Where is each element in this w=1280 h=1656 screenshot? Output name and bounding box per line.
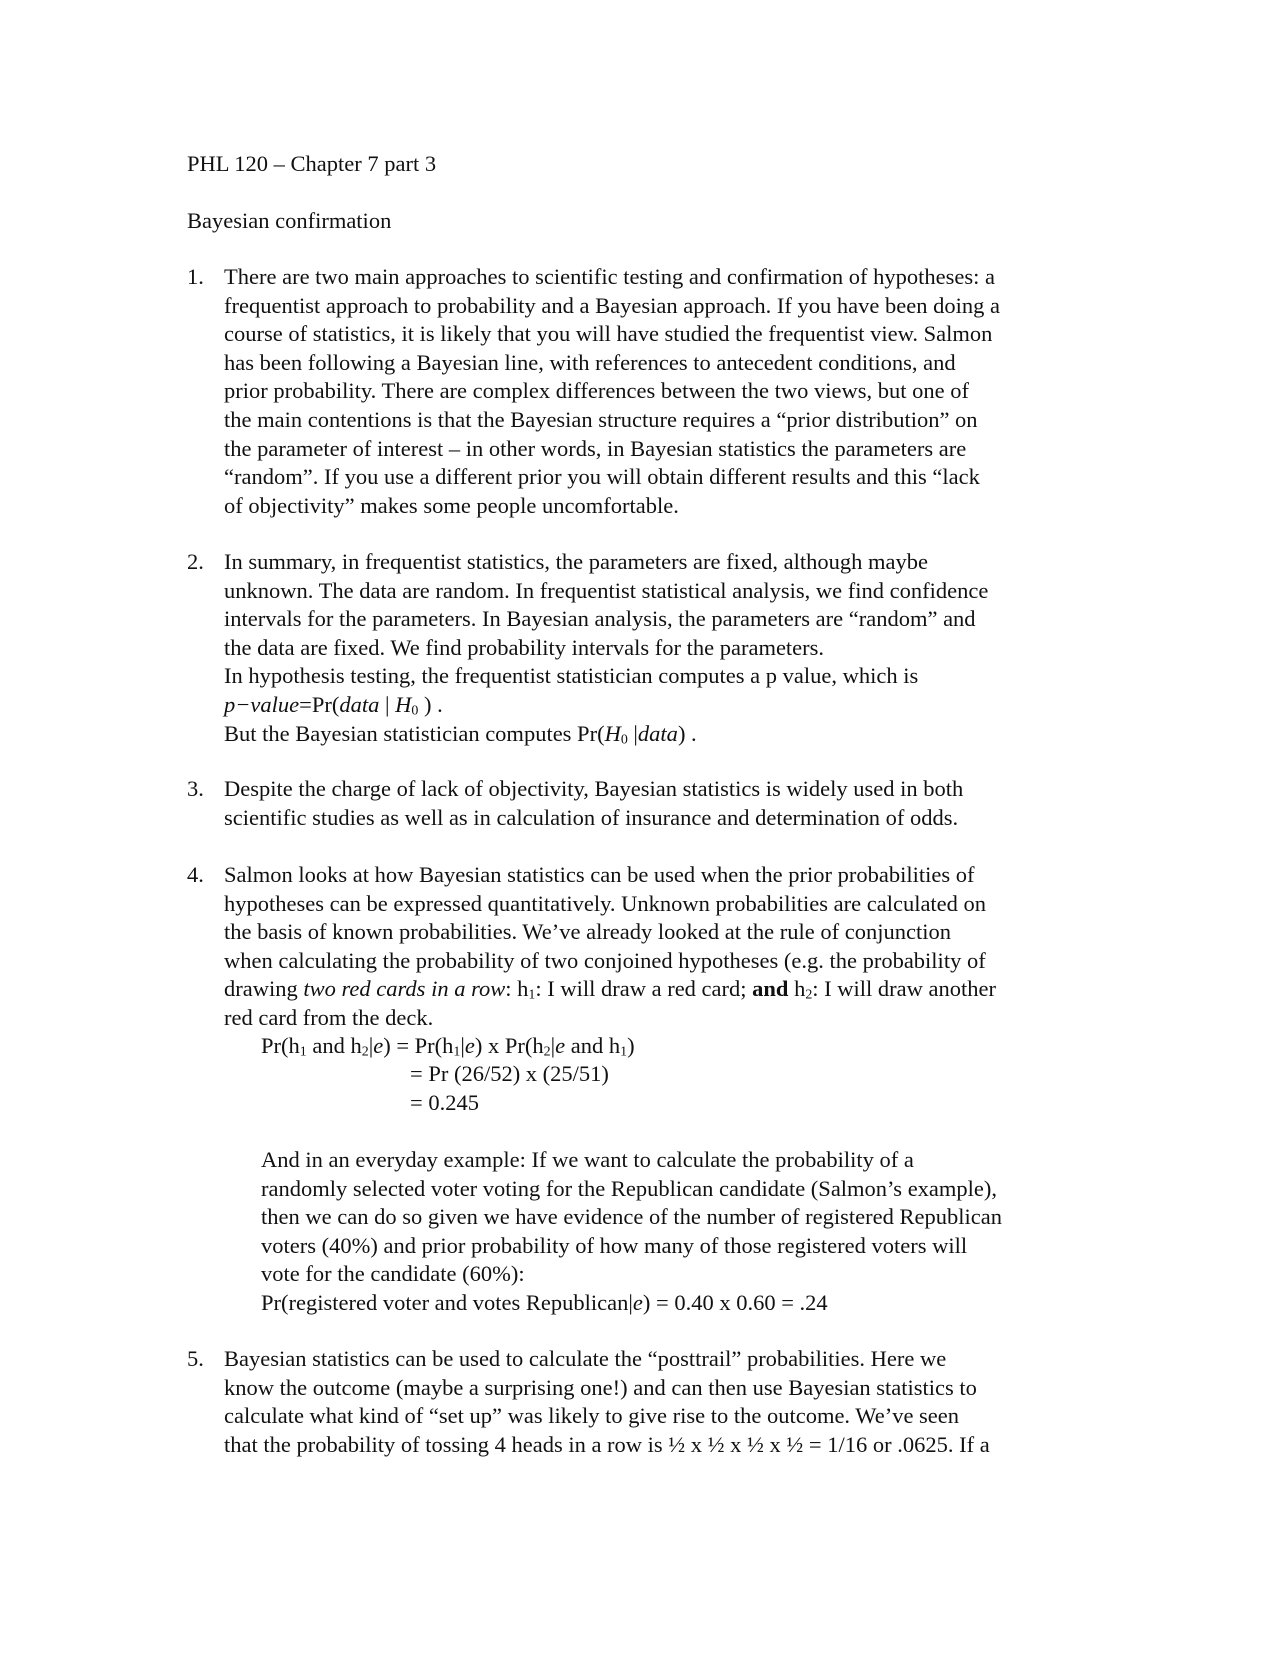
text-run: h — [788, 976, 806, 1002]
formula-part: ) = 0.40 x 0.60 = .24 — [642, 1289, 828, 1315]
example-paragraph — [261, 1146, 1002, 1318]
paragraph-line: of objectivity” makes some people uncomfortable. — [224, 492, 679, 518]
formula-subscript: 1 — [453, 1044, 461, 1060]
formula-subscript: 2 — [543, 1044, 551, 1060]
paragraph-line: the main contentions is that the Bayesian structure requires a “prior distribution” on — [224, 406, 978, 432]
formula-part: e — [555, 1033, 566, 1058]
formula-subscript: 1 — [528, 987, 536, 1003]
list-number: 5. — [187, 1346, 204, 1371]
paragraph-line: has been following a Bayesian line, with references to antecedent conditions, and — [224, 349, 956, 375]
formula-part: e — [464, 1033, 475, 1058]
paragraph-line: scientific studies as well as in calculation of insurance and determination of odds. — [224, 804, 959, 830]
formula-subscript: 2 — [361, 1044, 369, 1060]
list-item-4 — [224, 861, 996, 1033]
paragraph-line: course of statistics, it is likely that you will have studied the frequentist view. Salmon — [224, 321, 993, 347]
conjunction-formula — [261, 1032, 635, 1061]
formula-part: ) . — [677, 720, 697, 746]
paragraph-line: In summary, in frequentist statistics, the parameters are fixed, although maybe — [224, 549, 928, 574]
list-number: 2. — [187, 549, 204, 574]
example-formula — [261, 1289, 1002, 1318]
formula-part: ) = Pr(h — [383, 1033, 454, 1058]
paragraph-line: red card from the deck. — [224, 1004, 434, 1030]
formula-subscript: 1 — [299, 1044, 307, 1060]
text-run: and — [752, 976, 789, 1002]
formula-part: H — [395, 691, 412, 717]
formula-part: =Pr( — [299, 691, 340, 717]
paragraph-line: There are two main approaches to scientific testing and confirmation of hypotheses: a — [224, 264, 995, 289]
formula-subscript: 2 — [805, 987, 813, 1003]
section-heading: Bayesian confirmation — [187, 208, 392, 233]
text-run: : I will draw a red card; — [535, 976, 753, 1002]
formula-part: | — [550, 1033, 556, 1058]
paragraph-line: the data are fixed. We find probability intervals for the parameters. — [224, 634, 825, 660]
paragraph-line: then we can do so given we have evidence of the number of registered Republican — [261, 1204, 1002, 1230]
formula-part: e — [373, 1033, 384, 1058]
paragraph-line: intervals for the parameters. In Bayesian analysis, the parameters are “random” and — [224, 606, 976, 632]
text-run: drawing — [224, 976, 304, 1002]
formula-part: ) — [627, 1033, 635, 1058]
paragraph-line: frequentist approach to probability and a Bayesian approach. If you have been doing a — [224, 292, 1000, 318]
paragraph-line: prior probability. There are complex differences between the two views, but one of — [224, 378, 969, 404]
formula-part: data — [637, 720, 678, 746]
text-run: : I will draw another — [812, 976, 996, 1002]
list-item-5 — [224, 1345, 990, 1459]
bayesian-formula — [224, 720, 988, 749]
paragraph-line: calculate what kind of “set up” was likely to give rise to the outcome. We’ve seen — [224, 1403, 960, 1429]
formula-part: e — [632, 1289, 643, 1315]
paragraph-line: Despite the charge of lack of objectivity, Bayesian statistics is widely used in both — [224, 776, 964, 801]
paragraph-line: “random”. If you use a different prior you will obtain different results and this “lack — [224, 464, 980, 490]
formula-subscript: 1 — [620, 1044, 628, 1060]
formula-part: But the Bayesian statistician computes Pr( — [224, 720, 605, 746]
list-item-3 — [224, 775, 963, 832]
list-number: 3. — [187, 776, 204, 801]
formula-line: = Pr (26/52) x (25/51) — [410, 1061, 609, 1086]
paragraph-line: the parameter of interest – in other words, in Bayesian statistics the parameters are — [224, 435, 967, 461]
text-run: two red cards in a row — [303, 976, 506, 1002]
formula-part: | — [627, 720, 638, 746]
formula-part: | — [460, 1033, 465, 1058]
paragraph-line: In hypothesis testing, the frequentist statistician computes a p value, which is — [224, 663, 919, 689]
formula-subscript: 0 — [411, 703, 419, 719]
paragraph-line: know the outcome (maybe a surprising one!) and can then use Bayesian statistics to — [224, 1374, 977, 1400]
formula-subscript: 0 — [620, 732, 628, 748]
formula-line: = 0.245 — [410, 1090, 479, 1115]
document-title: PHL 120 – Chapter 7 part 3 — [187, 151, 437, 176]
formula-part: ) . — [418, 691, 443, 717]
formula-part: and h — [306, 1033, 362, 1058]
formula-part: Pr(registered voter and votes Republican| — [261, 1289, 633, 1315]
list-item-1 — [224, 263, 1000, 520]
paragraph-line: that the probability of tossing 4 heads in a row is ½ x ½ x ½ x ½ = 1/16 or .0625. If a — [224, 1431, 990, 1457]
paragraph-line — [224, 975, 996, 1004]
paragraph-line: voters (40%) and prior probability of how many of those registered voters will — [261, 1232, 968, 1258]
formula-line — [261, 1032, 635, 1061]
formula-part: Pr(h — [261, 1033, 300, 1058]
paragraph-line: hypotheses can be expressed quantitatively. Unknown probabilities are calculated on — [224, 890, 987, 916]
list-number: 1. — [187, 264, 204, 289]
paragraph-line: Bayesian statistics can be used to calculate the “posttrail” probabilities. Here we — [224, 1346, 947, 1371]
paragraph-line: Salmon looks at how Bayesian statistics can be used when the prior probabilities of — [224, 862, 975, 887]
formula-part: ) x Pr(h — [474, 1033, 544, 1058]
text-run: : h — [505, 976, 529, 1002]
paragraph-line: randomly selected voter voting for the Republican candidate (Salmon’s example), — [261, 1175, 998, 1201]
paragraph-line: the basis of known probabilities. We’ve already looked at the rule of conjunction — [224, 919, 951, 945]
paragraph-line: vote for the candidate (60%): — [261, 1261, 525, 1287]
formula-part: H — [604, 720, 621, 746]
paragraph-line: And in an everyday example: If we want to calculate the probability of a — [261, 1147, 914, 1172]
formula-part: data — [339, 691, 380, 717]
p-value-formula — [224, 691, 988, 720]
list-item-2 — [224, 548, 988, 748]
paragraph-line: unknown. The data are random. In frequentist statistical analysis, we find confidence — [224, 577, 989, 603]
formula-part: | — [379, 691, 396, 717]
list-number: 4. — [187, 862, 204, 887]
formula-part: and h — [565, 1033, 621, 1058]
paragraph-line: when calculating the probability of two conjoined hypotheses (e.g. the probability of — [224, 947, 986, 973]
p-value-label: p−value — [224, 691, 300, 717]
formula-part: | — [368, 1033, 374, 1058]
